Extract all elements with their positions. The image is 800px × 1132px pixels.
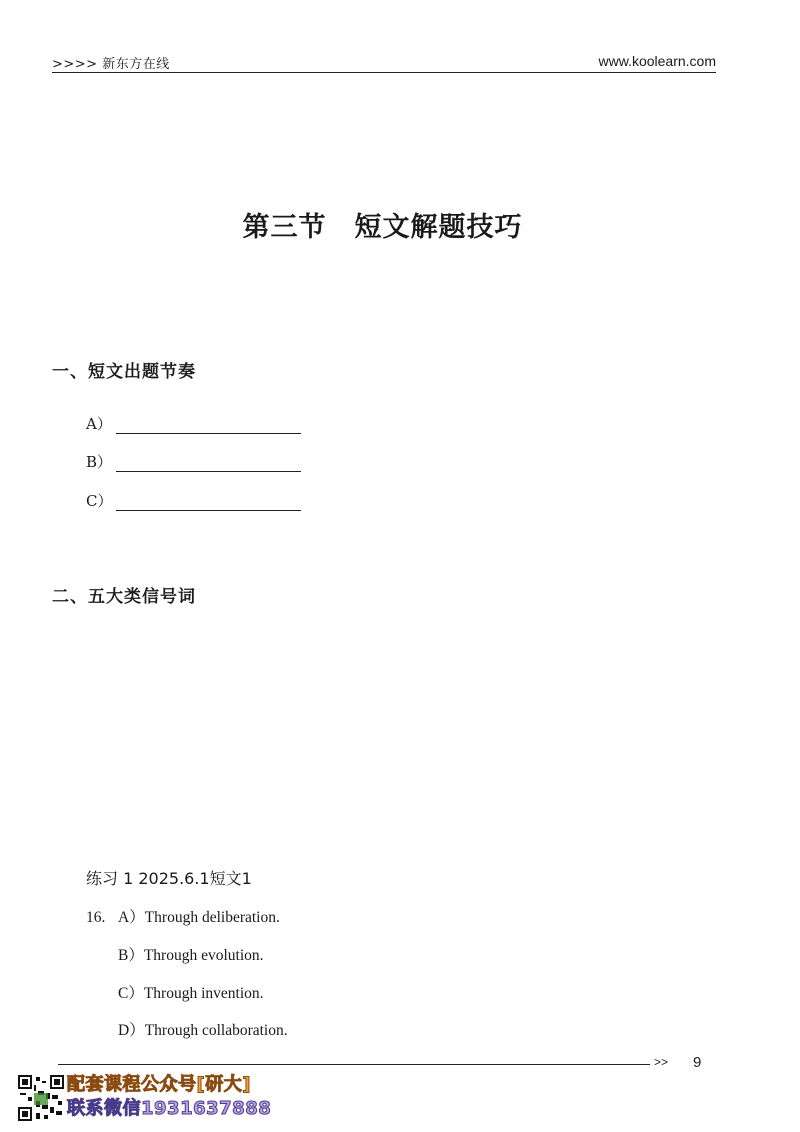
footer-divider [58,1064,650,1065]
question-option-c: C）Through invention. [118,985,264,1002]
section-heading-signal-words: 二、五大类信号词 [52,587,196,607]
fill-in-line [116,455,301,472]
question-number: 16. [86,909,106,926]
question-option-a [86,905,280,927]
footer-arrow: >> [654,1055,669,1069]
blank-line-c [86,490,301,511]
page-title [0,205,765,244]
blank-label: A） [86,415,112,433]
option-text: A）Through deliberation. [118,909,280,926]
header-website: www.koolearn.com [598,53,716,69]
promo-course-account: 配套课程公众号[研大] [67,1074,251,1095]
fill-in-line [116,417,301,434]
blank-label: C） [86,492,113,510]
header-divider [52,72,716,73]
blank-label: B） [86,453,113,471]
page-number: 9 [693,1054,702,1071]
blank-line-a [86,413,301,434]
exercise-heading: 练习 1 2025.6.1短文1 [86,869,252,888]
promo-wechat-contact: 联系微信1931637888 [67,1098,272,1119]
question-option-d: D）Through collaboration. [118,1022,288,1039]
header-brand: >>>> 新东方在线 [52,57,170,72]
question-option-b: B）Through evolution. [118,947,264,964]
qr-code-icon [18,1075,64,1121]
title-section-number: 第三节 [242,212,327,243]
title-section-name: 短文解题技巧 [354,212,523,243]
blank-line-b [86,451,301,472]
fill-in-line [116,494,301,511]
section-heading-rhythm: 一、短文出题节奏 [52,362,196,382]
